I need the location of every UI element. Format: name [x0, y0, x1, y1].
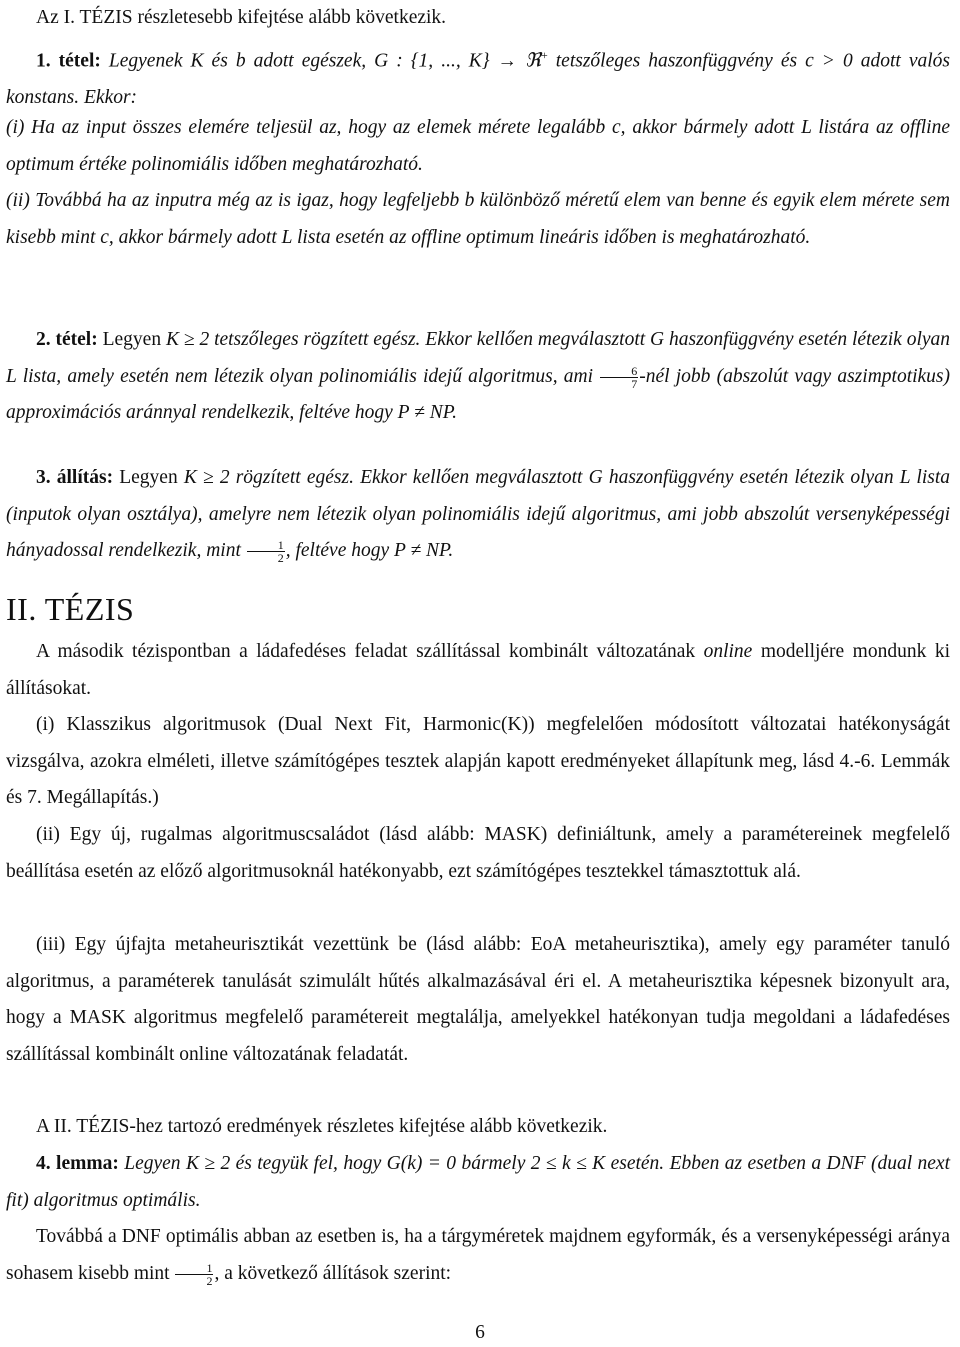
results-intro	[6, 1109, 950, 1146]
claim-3-legyen: Legyen	[119, 467, 178, 488]
thesis-1-text-b: tetszőleges haszonfüggvény és c > 0 adott valós konstans. Ekkor:	[6, 50, 950, 108]
section-heading	[6, 589, 950, 629]
thesis-1-part-ii-text: (ii) Továbbá ha az inputra még az is igaz, hogy legfeljebb b különböző méretű elem van benne és egyik elem mérete sem kisebb mint c, akkor bármely adott L lista esetén az offline optimum lineáris időben is meghatározható.	[6, 190, 950, 248]
claim-3-fraction: $\frac{1}{2}$	[247, 539, 285, 564]
item-ii	[6, 817, 950, 890]
lemma-4	[6, 1146, 950, 1219]
thesis-1-sup: +	[540, 48, 548, 62]
thesis-2-statement	[6, 322, 950, 432]
thesis-2-text-b: -nél jobb (abszolút vagy aszimptotikus) approximációs aránnyal rendelkezik, feltéve hogy P ≠ NP.	[6, 365, 951, 423]
thesis-1-label: 1. tétel:	[36, 50, 101, 72]
intro-line: Az I. TÉZIS részletesebb kifejtése alább következik.	[36, 7, 447, 28]
final-text-a: Továbbá a DNF optimális abban az esetben is, ha a tárgyméretek majdnem egyformák, és a versenyképességi aránya sohasem kisebb mint	[6, 1226, 950, 1284]
section-intro-online: online	[703, 641, 753, 662]
thesis-1-part-i	[6, 110, 950, 183]
lemma-4-text: Legyen K ≥ 2 és tegyük fel, hogy G(k) = 0 bármely 2 ≤ k ≤ K esetén. Ebben az esetben a DNF (dual next fit) algoritmus optimális.	[6, 1153, 950, 1211]
lemma-4-label: 4. lemma:	[36, 1153, 119, 1174]
final-text-b: , a következő állítások szerint:	[214, 1262, 452, 1284]
thesis-2-heading: II. TÉZIS	[6, 591, 135, 627]
page-number: 6	[475, 1322, 485, 1343]
item-iii	[6, 927, 950, 1073]
item-iii-text: (iii) Egy újfajta metaheurisztikát vezettünk be (lásd alább: EoA metaheurisztika), amely egy paraméter tanuló algoritmus, a paraméterek tanulását szimulált hűtés alkalmazásával éri el. A metaheurisztika képesnek bizonyult ara, hogy a MASK algoritmus megfelelő paramétereit megtalálja, amelyekkel hatékonyan tudja megoldani a ládafedéses szállítással kombinált online változatának feladatát.	[6, 934, 950, 1065]
intro-block	[6, 0, 950, 37]
thesis-1-statement	[6, 37, 950, 117]
final-fraction: $\frac{1}{2}$	[175, 1262, 213, 1287]
thesis-2-text-a: K ≥ 2 tetszőleges rögzített egész. Ekkor kellően megválasztott G haszonfüggvény esetén létezik olyan L lista, amely esetén nem létezik olyan polinomiális idejű algoritmus, ami	[6, 329, 951, 387]
thesis-2-label: 2. tétel:	[36, 329, 98, 350]
item-i-text: (i) Klasszikus algoritmusok (Dual Next Fit, Harmonic(K)) megfelelően módosított változatai hatékonyságát vizsgálva, azokra elméleti, illetve számítógépes tesztek alapján kapott eredményeket állapítunk meg, lásd 4.-6. Lemmák és 7. Megállapítás.)	[6, 714, 950, 808]
item-i	[6, 707, 950, 817]
thesis-1-text-a: Legyenek K és b adott egészek, G : {1, ..., K} → ℜ	[108, 50, 541, 72]
item-ii-text: (ii) Egy új, rugalmas algoritmuscsaládot (lásd alább: MASK) definiáltunk, amely a paramétereinek megfelelő beállítása esetén az előző algoritmusoknál hatékonyabb, ezt számítógépes tesztekkel támasztottuk alá.	[6, 824, 950, 882]
thesis-1-part-ii	[6, 183, 950, 256]
section-intro	[6, 634, 950, 707]
section-intro-text-a: A második tézispontban a ládafedéses feladat szállítással kombinált változatának	[36, 641, 696, 662]
claim-3-label: 3. állítás:	[36, 467, 114, 488]
section-intro-text-b: modelljére mondunk ki állításokat.	[6, 641, 950, 699]
claim-3-statement	[6, 460, 950, 570]
results-intro-text: A II. TÉZIS-hez tartozó eredmények részletes kifejtése alább következik.	[36, 1116, 608, 1137]
thesis-2-legyen: Legyen	[102, 329, 162, 350]
claim-3-text-a: K ≥ 2 rögzített egész. Ekkor kellően megválasztott G haszonfüggvény esetén létezik olyan L lista (inputok olyan osztálya), amelyre nem létezik olyan polinomiális idejű algoritmus, ami jobb abszolút versenyképességi hányadossal rendelkezik, mint	[6, 467, 950, 561]
thesis-1-part-i-text: (i) Ha az input összes elemére teljesül az, hogy az elemek mérete legalább c, akkor bármely adott L listára az offline optimum értéke polinomiális időben meghatározható.	[6, 117, 950, 175]
final-paragraph	[6, 1219, 950, 1292]
claim-3-text-b: , feltéve hogy P ≠ NP.	[285, 540, 454, 561]
thesis-2-fraction: $\frac{6}{7}$	[600, 365, 638, 390]
